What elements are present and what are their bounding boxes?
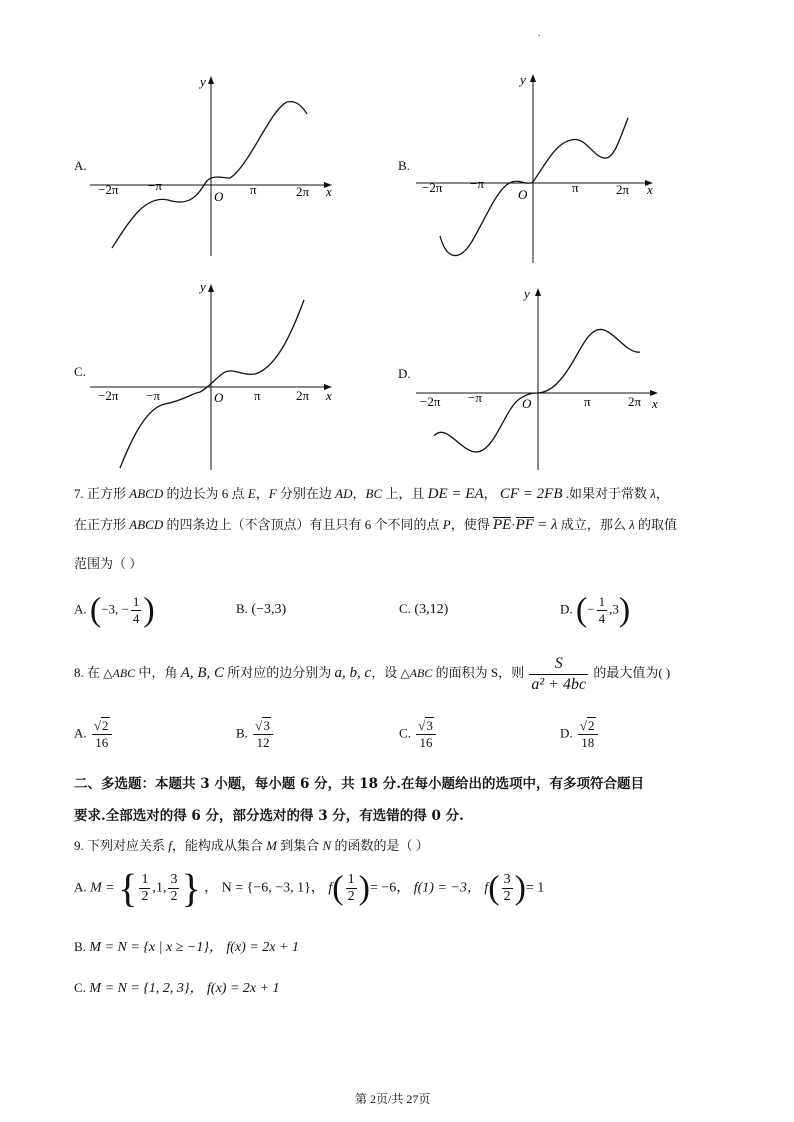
tick-2pi: 2π bbox=[296, 184, 310, 199]
vector-pe: PE bbox=[492, 517, 512, 533]
tick-2pi: 2π bbox=[616, 182, 630, 197]
ratio-fraction: $\frac{S}{\text{a² + 4bc}}$ bbox=[531, 654, 587, 693]
graph-b bbox=[416, 68, 666, 268]
fraction: $\frac{3}{2}$ bbox=[170, 872, 178, 904]
y-axis-arrow-icon bbox=[208, 284, 214, 292]
graph-d bbox=[416, 282, 666, 472]
q8-option-b[interactable]: B. $\frac{√3}{12}$ bbox=[236, 718, 275, 751]
graph-a-letter: A. bbox=[74, 158, 87, 173]
x-label: x bbox=[326, 388, 332, 403]
stray-dot: . bbox=[538, 28, 541, 38]
graph-c-letter: C. bbox=[74, 364, 86, 379]
y-label: y bbox=[200, 74, 206, 89]
tick-neg-2pi: −2π bbox=[420, 394, 441, 409]
tick-pi: π bbox=[584, 394, 591, 409]
graph-c-svg bbox=[90, 278, 340, 473]
q9-stem: 9. 下列对应关系 f，能构成从集合 M 到集合 N 的函数的是（ ） bbox=[74, 838, 429, 853]
tick-neg-pi: −π bbox=[148, 178, 162, 193]
q7-line1: 7. 正方形 ABCD 的边长为 6 点 E，F 分别在边 AD，BC 上，且 DE = EA， CF = 2FB .如果对于常数 λ， bbox=[74, 486, 669, 502]
graph-a-svg bbox=[90, 70, 340, 260]
tick-neg-2pi: −2π bbox=[98, 388, 119, 403]
origin-label: O bbox=[214, 390, 224, 405]
fraction: $\frac{1}{4}$ bbox=[598, 594, 606, 626]
tick-neg-pi: −π bbox=[146, 388, 160, 403]
graph-c bbox=[90, 278, 340, 473]
q8-stem: 8. 在 △ABC 中，角 A, B, C 所对应的边分别为 a, b, c，设 △ABC 的面积为 S，则 $\frac{S}{\text{a² + 4bc}}$ 的最大值为( ) bbox=[74, 654, 671, 693]
fraction: $\frac{1}{2}$ bbox=[347, 872, 355, 904]
graph-a bbox=[90, 70, 340, 260]
tick-2pi: 2π bbox=[628, 394, 642, 409]
y-label: y bbox=[200, 279, 206, 294]
tick-neg-2pi: −2π bbox=[422, 180, 443, 195]
curve bbox=[434, 329, 640, 452]
fraction: $\frac{√2}{16}$ bbox=[92, 718, 112, 751]
tick-2pi: 2π bbox=[296, 388, 310, 403]
y-axis-arrow-icon bbox=[535, 288, 541, 296]
y-label: y bbox=[520, 72, 526, 87]
q9-option-b[interactable]: B. M = N = {x | x ≥ −1}， f(x) = 2x + 1 bbox=[74, 939, 299, 955]
section-heading-line2: 要求.全部选对的得 6 分，部分选对的得 3 分，有选错的得 0 分. bbox=[74, 808, 464, 824]
y-axis-arrow-icon bbox=[530, 74, 536, 82]
fraction: $\frac{1}{4}$ bbox=[132, 594, 140, 626]
graph-d-svg bbox=[416, 282, 666, 472]
tick-neg-2pi: −2π bbox=[98, 182, 119, 197]
origin-label: O bbox=[522, 396, 532, 411]
graph-b-letter: B. bbox=[398, 158, 410, 173]
graph-d-letter: D. bbox=[398, 366, 411, 381]
origin-label: O bbox=[214, 189, 224, 204]
y-axis-arrow-icon bbox=[208, 76, 214, 84]
q8-option-c[interactable]: C. $\frac{√3}{16}$ bbox=[399, 718, 438, 751]
y-label: y bbox=[524, 286, 530, 301]
q8-option-a[interactable]: A. $\frac{√2}{16}$ bbox=[74, 718, 114, 751]
tick-pi: π bbox=[572, 180, 579, 195]
x-label: x bbox=[652, 396, 658, 411]
page-number: 第 2页/共 27页 bbox=[355, 1092, 431, 1106]
q8-option-d[interactable]: D. $\frac{√2}{18}$ bbox=[560, 718, 600, 751]
curve bbox=[440, 118, 628, 256]
x-label: x bbox=[326, 184, 332, 199]
tick-neg-pi: −π bbox=[470, 176, 484, 191]
tick-pi: π bbox=[254, 388, 261, 403]
fraction: $\frac{√2}{18}$ bbox=[578, 718, 598, 751]
q7-option-d[interactable]: D. (− $\frac{1}{4}$ ,3) bbox=[560, 591, 631, 629]
section-heading-line1: 二、多选题：本题共 3 小题，每小题 6 分，共 18 分.在每小题给出的选项中，有多项符合题目 bbox=[74, 776, 644, 792]
graph-b-svg bbox=[416, 68, 666, 268]
q7-line3: 范围为（ ） bbox=[74, 556, 143, 571]
q7-option-b[interactable]: B. (−3,3) bbox=[236, 601, 287, 617]
curve bbox=[120, 300, 304, 468]
origin-label: O bbox=[518, 187, 528, 202]
tick-pi: π bbox=[250, 182, 257, 197]
x-label: x bbox=[647, 182, 653, 197]
fraction: $\frac{√3}{12}$ bbox=[253, 718, 273, 751]
q7-option-a[interactable]: A. (−3, − $\frac{1}{4}$ ) bbox=[74, 591, 155, 629]
vector-pf: PF bbox=[515, 517, 534, 533]
fraction: $\frac{3}{2}$ bbox=[503, 872, 511, 904]
fraction: $\frac{1}{2}$ bbox=[141, 872, 149, 904]
q9-option-c[interactable]: C. M = N = {1, 2, 3}， f(x) = 2x + 1 bbox=[74, 980, 280, 996]
q7-option-c[interactable]: C. (3,12) bbox=[399, 601, 449, 617]
tick-neg-pi: −π bbox=[468, 390, 482, 405]
fraction: $\frac{√3}{16}$ bbox=[416, 718, 436, 751]
curve bbox=[112, 102, 307, 248]
q9-option-a[interactable]: A. M = { $\frac{1}{2}$ ,1, $\frac{3}{2}$ } ， N = {−6, −3, 1}， f( $\frac{1}{2}$ )= −6， f(1) = −3， f( $\frac{3}{2}$ )= 1 bbox=[74, 865, 545, 911]
q7-line2: 在正方形 ABCD 的四条边上（不含顶点）有且只有 6 个不同的点 P，使得 PE·PF = λ 成立，那么 λ 的取值 bbox=[74, 517, 677, 533]
